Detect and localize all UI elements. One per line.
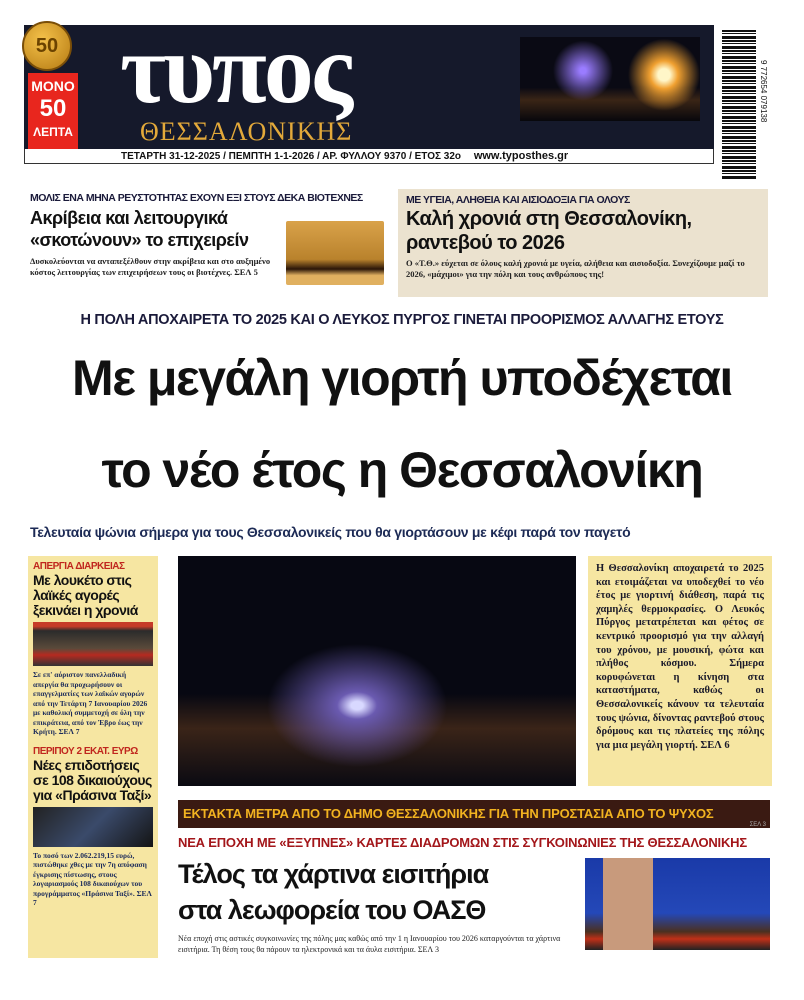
dateline-strip [24, 149, 714, 164]
price-badge [28, 73, 78, 161]
headline-line: στα λεωφορεία του ΟΑΣΘ [178, 895, 486, 925]
main-story-body: Η Θεσσαλονίκη αποχαιρετά το 2025 και ετοιμάζεται να υποδεχθεί το νέο έτος με γιορτινή διάθεση, παρά τις χαμηλές θερμοκρασίες. Ο Λευκός Πύργος μετατρέπεται και φέτος σε κεντρικό προορισμό για την αλλαγή του χρόνου, με μουσική, φώτα και πλήθος κόσμου. Σήμερα κορυφώνεται η κίνηση στα καταστήματα, καθώς οι Θεσσαλονικείς κάνουν τα τελευταία τους ψώνια, δίνοντας ραντεβού στους δρόμους και τις πλατείες της πόλης για μια μεγάλη γιορτή. ΣΕΛ 6 [596, 563, 764, 751]
masthead [24, 13, 714, 149]
main-story-body-box [588, 556, 772, 786]
bottom-kicker-wrap [178, 834, 778, 852]
headline-line: Με μεγάλη γιορτή υποδέχεται [72, 350, 732, 406]
barcode [722, 30, 756, 180]
headline: ραντεβού το 2026 [406, 232, 565, 254]
story-summary: Νέα εποχή στις αστικές συγκοινωνίες της πόλης μας καθώς από την 1 η Ιανουαρίου του 2026 καταργούνται τα χάρτινα εισιτήρια. Τη θέση τους θα πάρουν τα ηλεκτρονικά και τα άυλα εισιτήρια. ΣΕΛ 3 [178, 934, 561, 954]
headline-line: Τέλος τα χάρτινα εισιτήρια [178, 859, 489, 889]
coin-icon: 50 [22, 21, 72, 71]
white-tower-night-photo [178, 556, 576, 786]
headline: «σκοτώνουν» το επιχειρείν [30, 230, 249, 250]
dateline: ΤΕΤΑΡΤΗ 31-12-2025 / ΠΕΜΠΤΗ 1-1-2026 / ΑΡ. ΦΥΛΛΟΥ 9370 / ΕΤΟΣ 32ο [121, 151, 462, 162]
taxi-photo [33, 807, 153, 847]
story-summary: Ο «Τ.Θ.» εύχεται σε όλους καλή χρονιά με υγεία, αλήθεια και αισιοδοξία. Συνεχίζουμε μαζί το 2026, «μάχιμοι» για την πόλη και τους ανθρώπους της! [406, 258, 745, 279]
banner-page: ΣΕΛ 3 [749, 822, 766, 828]
kicker: ΑΠΕΡΓΙΑ ΔΙΑΡΚΕΙΑΣ [33, 561, 125, 572]
headline: Νέες επιδοτήσεις σε 108 δικαιούχους για «Πράσινα Ταξί» [33, 756, 152, 803]
price-value: 50 [39, 95, 67, 122]
breaking-banner [178, 800, 770, 828]
kicker: ΜΟΛΙΣ ΕΝΑ ΜΗΝΑ ΡΕΥΣΤΟΤΗΤΑΣ ΕΧΟΥΝ ΕΞΙ ΣΤΟΥΣ ΔΕΚΑ ΒΙΟΤΕΧΝΕΣ [30, 192, 363, 204]
bottom-headline [178, 856, 580, 928]
story-top-left [30, 191, 386, 297]
headline: Με λουκέτο στις λαϊκές αγορές ξεκινάει η χρονιά [33, 572, 138, 618]
story-summary: Σε επ' αόριστον πανελλαδική απεργία θα προχωρήσουν οι επαγγελματίες των λαϊκών αγορών από την Τετάρτη 7 Ιανουαρίου 2026 με καθολική συμμετοχή σε όλη την επικράτεια, από τον Έβρο έως την Κρήτη. ΣΕΛ 7 [33, 670, 148, 736]
kicker: ΝΕΑ ΕΠΟΧΗ ΜΕ «ΕΞΥΠΝΕΣ» ΚΑΡΤΕΣ ΔΙΑΔΡΟΜΩΝ ΣΤΙΣ ΣΥΓΚΟΙΝΩΝΙΕΣ ΤΗΣ ΘΕΣΣΑΛΟΝΙΚΗΣ [178, 835, 747, 850]
story-summary: Δυσκολεύονται να ανταπεξέλθουν στην ακρίβεια και στο αυξημένο κόστος λειτουργίας των επιχειρήσεων τους οι βιοτέχνες. ΣΕΛ 5 [30, 256, 271, 277]
price-line: ΜΟΝΟ [31, 78, 75, 94]
main-subhead: Τελευταία ψώνια σήμερα για τους Θεσσαλονικείς που θα γιορτάσουν με κέφι παρά τον παγετό [30, 524, 631, 540]
headline: Ακρίβεια και λειτουργικά [30, 208, 228, 228]
side-column [28, 556, 158, 958]
fireworks-photo [520, 37, 700, 121]
headline-line: το νέο έτος η Θεσσαλονίκη [101, 442, 703, 498]
main-kicker-wrap [20, 310, 784, 330]
main-kicker: Η ΠΟΛΗ ΑΠΟΧΑΙΡΕΤΑ ΤΟ 2025 ΚΑΙ Ο ΛΕΥΚΟΣ ΠΥΡΓΟΣ ΓΙΝΕΤΑΙ ΠΡΟΟΡΙΣΜΟΣ ΑΛΛΑΓΗΣ ΕΤΟΥΣ [80, 312, 724, 328]
story-top-right [398, 189, 768, 297]
story-summary: Το ποσό των 2.062.219,15 ευρώ, πιστώθηκε χθες με την 7η απόφαση έγκρισης πίστωσης, στους λογαριασμούς 108 δικαιούχων του προγράμματος «Πράσινα Ταξί». ΣΕΛ 7 [33, 850, 152, 907]
logo-subtitle: ΘΕΣΣΑΛΟΝΙΚΗΣ [140, 117, 353, 146]
newspaper-logo: τυπος [120, 13, 350, 124]
main-subhead-wrap [30, 522, 790, 542]
website-link[interactable]: www.typosthes.gr [473, 150, 569, 162]
price-unit: ΛΕΠΤΑ [33, 125, 73, 139]
headline: Καλή χρονιά στη Θεσσαλονίκη, [406, 208, 692, 230]
white-tower-photo [585, 858, 770, 950]
kicker: ΜΕ ΥΓΕΙΑ, ΑΛΗΘΕΙΑ ΚΑΙ ΑΙΣΙΟΔΟΞΙΑ ΓΙΑ ΟΛΟΥΣ [406, 194, 630, 206]
kicker: ΠΕΡΙΠΟΥ 2 ΕΚΑΤ. ΕΥΡΩ [33, 745, 138, 757]
market-photo [33, 622, 153, 666]
building-photo [286, 221, 384, 285]
main-headline [10, 332, 794, 516]
banner-text: ΕΚΤΑΚΤΑ ΜΕΤΡΑ ΑΠΟ ΤΟ ΔΗΜΟ ΘΕΣΣΑΛΟΝΙΚΗΣ ΓΙΑ ΤΗΝ ΠΡΟΣΤΑΣΙΑ ΑΠΟ ΤΟ ΨΥΧΟΣ [183, 806, 714, 821]
barcode-digits: 9 772654 079138 [759, 60, 768, 123]
